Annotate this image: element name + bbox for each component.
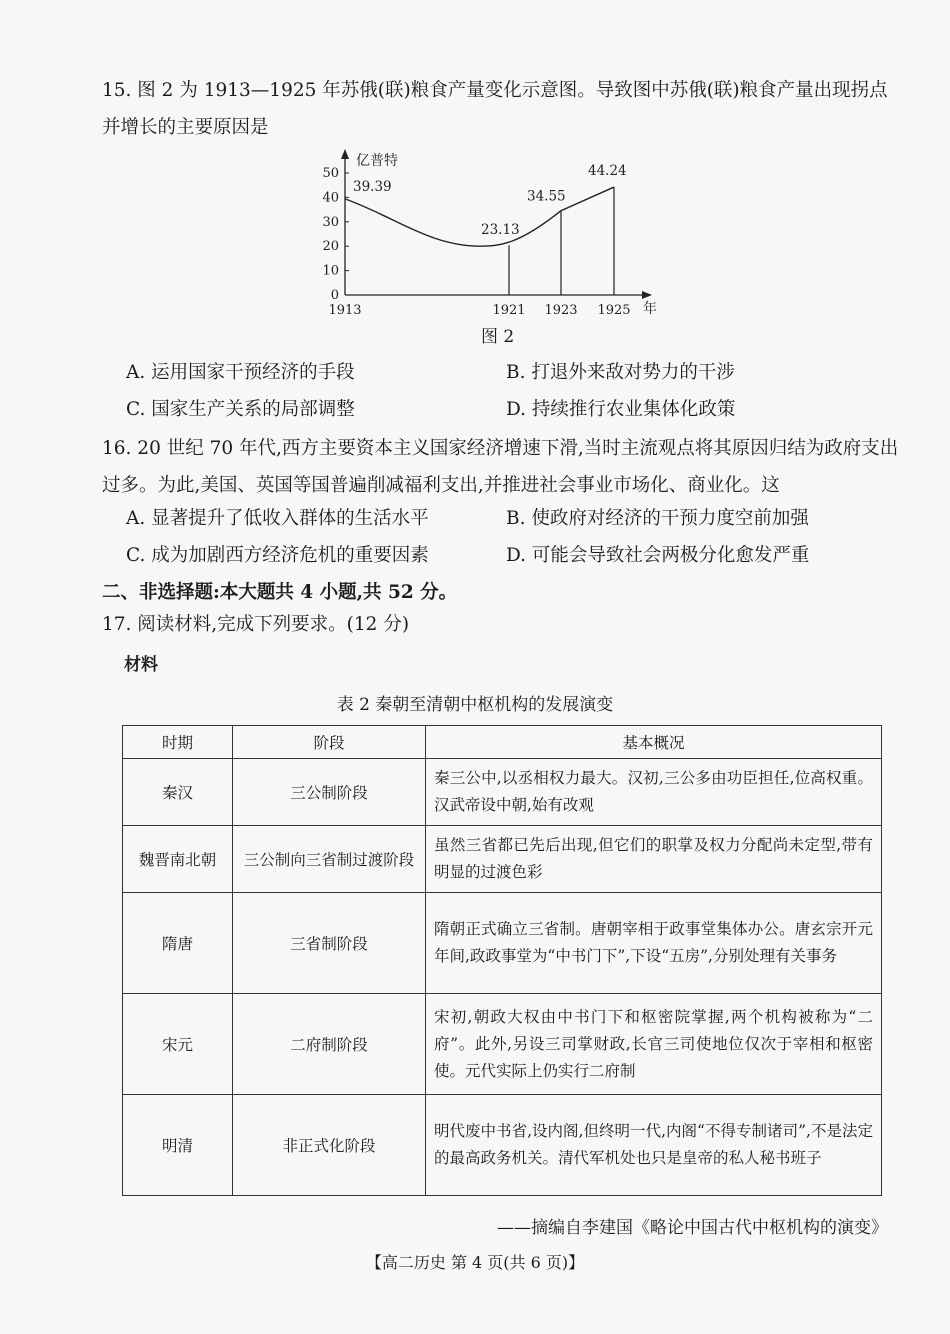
q15-option-c: C. 国家生产关系的局部调整: [126, 399, 355, 420]
chart-y-arrow: [341, 149, 349, 159]
question-16-stem: 16. 20 世纪 70 年代,西方主要资本主义国家经济增速下滑,当时主流观点将其原因归结为政府支出过多。为此,美国、英国等国普遍削减福利支出,并推进社会事业市场化、商业化。这: [102, 438, 899, 496]
header-period: 时期: [123, 726, 233, 759]
q15-option-d: D. 持续推行农业集体化政策: [506, 399, 736, 420]
table-row: [123, 893, 882, 994]
x-tick-label: 1921: [492, 303, 526, 318]
x-tick-label: 1913: [328, 303, 362, 318]
table-title: 表 2 秦朝至清朝中枢机构的发展演变: [336, 695, 614, 715]
chart-x-arrow: [642, 291, 652, 299]
y-tick-label: 30: [322, 214, 339, 230]
cell-period: 隋唐: [123, 893, 233, 994]
section-2-heading: 二、非选择题:本大题共 4 小题,共 52 分。: [102, 582, 458, 603]
header-detail: 基本概况: [426, 726, 882, 759]
data-label: 23.13: [481, 222, 520, 239]
cell-stage: 非正式化阶段: [233, 1095, 426, 1196]
cell-period: 明清: [123, 1095, 233, 1196]
table-row: [123, 1095, 882, 1196]
y-tick-label: 10: [322, 263, 339, 279]
cell-period: 秦汉: [123, 759, 233, 826]
cell-detail: 虽然三省都已先后出现,但它们的职掌及权力分配尚未定型,带有明显的过渡色彩: [426, 826, 882, 893]
table-row: [123, 994, 882, 1095]
chart-y-label: 亿普特: [356, 153, 398, 169]
cell-stage: 三省制阶段: [233, 893, 426, 994]
x-tick-label: 1925: [597, 303, 631, 318]
cell-detail: 秦三公中,以丞相权力最大。汉初,三公多由功臣担任,位高权重。汉武帝设中朝,始有改观: [426, 759, 882, 826]
page-footer: 【高二历史 第 4 页(共 6 页)】: [365, 1253, 585, 1272]
question-17-stem: 17. 阅读材料,完成下列要求。(12 分): [102, 614, 410, 635]
x-tick-label: 1923: [544, 303, 578, 318]
y-tick-label: 40: [322, 190, 339, 206]
data-label: 34.55: [527, 188, 566, 205]
chart-x-label: 年: [643, 301, 657, 317]
figure-caption: 图 2: [481, 327, 515, 347]
cell-stage: 三公制向三省制过渡阶段: [233, 826, 426, 893]
table-header-row: [123, 726, 882, 759]
source-citation: ——摘编自李建国《略论中国古代中枢机构的演变》: [497, 1218, 888, 1238]
cell-detail: 明代废中书省,设内阁,但终明一代,内阁“不得专制诸司”,不是法定的最高政务机关。清代军机处也只是皇帝的私人秘书班子: [426, 1095, 882, 1196]
material-label: 材料: [124, 655, 158, 675]
question-15-stem: 15. 图 2 为 1913—1925 年苏俄(联)粮食产量变化示意图。导致图中苏俄(联)粮食产量出现拐点并增长的主要原因是: [102, 80, 888, 138]
cell-stage: 二府制阶段: [233, 994, 426, 1095]
table-row: [123, 826, 882, 893]
data-label: 39.39: [353, 178, 392, 195]
cell-detail: 宋初,朝政大权由中书门下和枢密院掌握,两个机构被称为“二府”。此外,另设三司掌财政,长官三司使地位仅次于宰相和枢密使。元代实际上仍实行二府制: [426, 994, 882, 1095]
q15-option-a: A. 运用国家干预经济的手段: [126, 362, 355, 383]
table-row: [123, 759, 882, 826]
central-institutions-table: [122, 725, 882, 1196]
cell-period: 宋元: [123, 994, 233, 1095]
y-tick-label: 50: [322, 166, 339, 181]
q16-option-c: C. 成为加剧西方经济危机的重要因素: [126, 545, 429, 566]
cell-stage: 三公制阶段: [233, 759, 426, 826]
q16-option-d: D. 可能会导致社会两极分化愈发严重: [506, 545, 810, 566]
q16-option-b: B. 使政府对经济的干预力度空前加强: [506, 508, 809, 529]
header-stage: 阶段: [233, 726, 426, 759]
q15-option-b: B. 打退外来敌对势力的干涉: [506, 362, 735, 383]
y-tick-label: 20: [322, 239, 339, 255]
data-label: 44.24: [588, 163, 627, 180]
y-tick-label: 0: [330, 288, 339, 303]
chart-series-line: [345, 187, 614, 246]
q16-option-a: A. 显著提升了低收入群体的生活水平: [126, 508, 429, 529]
cell-period: 魏晋南北朝: [123, 826, 233, 893]
cell-detail: 隋朝正式确立三省制。唐朝宰相于政事堂集体办公。唐玄宗开元年间,政政事堂为“中书门下”,下设“五房”,分别处理有关事务: [426, 893, 882, 994]
figure-2-grain-chart: [320, 145, 670, 330]
